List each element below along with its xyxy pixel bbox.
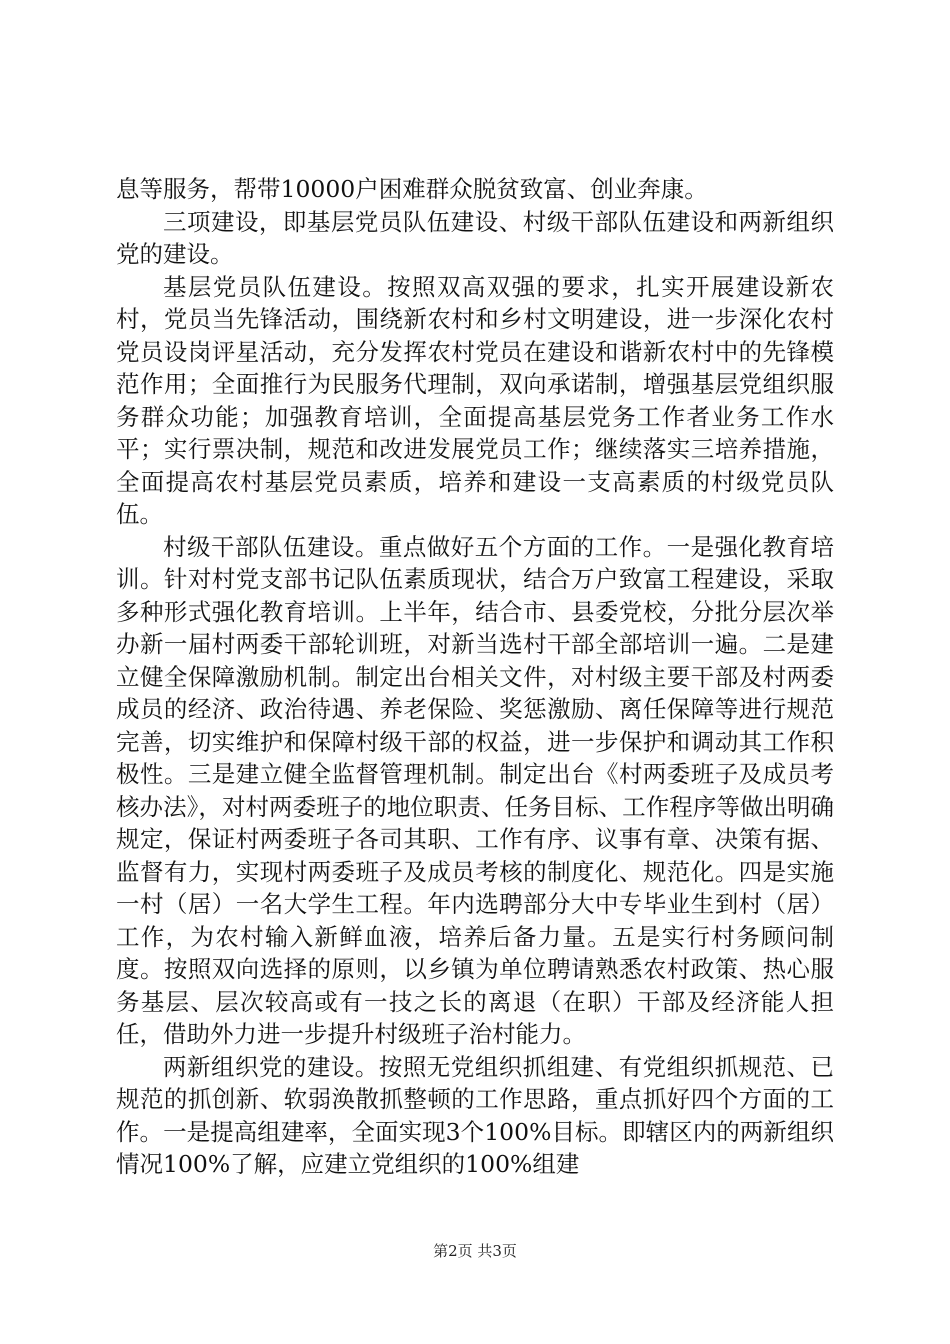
paragraph-5: 两新组织党的建设。按照无党组织抓组建、有党组织抓规范、已规范的抓创新、软弱涣散抓整顿的工作思路，重点抓好四个方面的工作。一是提高组建率，全面实现3个100%目标。即辖区内的两新组织情况100%了解，应建立党组织的100%组建 [116, 1052, 834, 1178]
paragraph-3: 基层党员队伍建设。按照双高双强的要求，扎实开展建设新农村，党员当先锋活动，围绕新农村和乡村文明建设，进一步深化农村党员设岗评星活动，充分发挥农村党员在建设和谐新农村中的先锋模范作用；全面推行为民服务代理制，双向承诺制，增强基层党组织服务群众功能；加强教育培训，全面提高基层党务工作者业务工作水平；实行票决制，规范和改进发展党员工作；继续落实三培养措施，全面提高农村基层党员素质，培养和建设一支高素质的村级党员队伍。 [116, 272, 834, 528]
page-footer: 第2页 共3页 [433, 1242, 517, 1260]
paragraph-1: 息等服务，帮带10000户困难群众脱贫致富、创业奔康。 [116, 175, 708, 203]
paragraph-4: 村级干部队伍建设。重点做好五个方面的工作。一是强化教育培训。针对村党支部书记队伍素质现状，结合万户致富工程建设，采取多种形式强化教育培训。上半年，结合市、县委党校，分批分层次举办新一届村两委干部轮训班，对新当选村干部全部培训一遍。二是建立健全保障激励机制。制定出台相关文件，对村级主要干部及村两委成员的经济、政治待遇、养老保险、奖惩激励、离任保障等进行规范完善，切实维护和保障村级干部的权益，进一步保护和调动其工作积极性。三是建立健全监督管理机制。制定出台《村两委班子及成员考核办法》，对村两委班子的地位职责、任务目标、工作程序等做出明确规定，保证村两委班子各司其职、工作有序、议事有章、决策有据、监督有力，实现村两委班子及成员考核的制度化、规范化。四是实施一村（居）一名大学生工程。年内选聘部分大中专毕业生到村（居）工作，为农村输入新鲜血液，培养后备力量。五是实行村务顾问制度。按照双向选择的原则，以乡镇为单位聘请熟悉农村政策、热心服务基层、层次较高或有一技之长的离退（在职）干部及经济能人担任，借助外力进一步提升村级班子治村能力。 [116, 532, 834, 1048]
document-body [116, 173, 834, 1181]
paragraph-2: 三项建设，即基层党员队伍建设、村级干部队伍建设和两新组织党的建设。 [116, 207, 834, 268]
